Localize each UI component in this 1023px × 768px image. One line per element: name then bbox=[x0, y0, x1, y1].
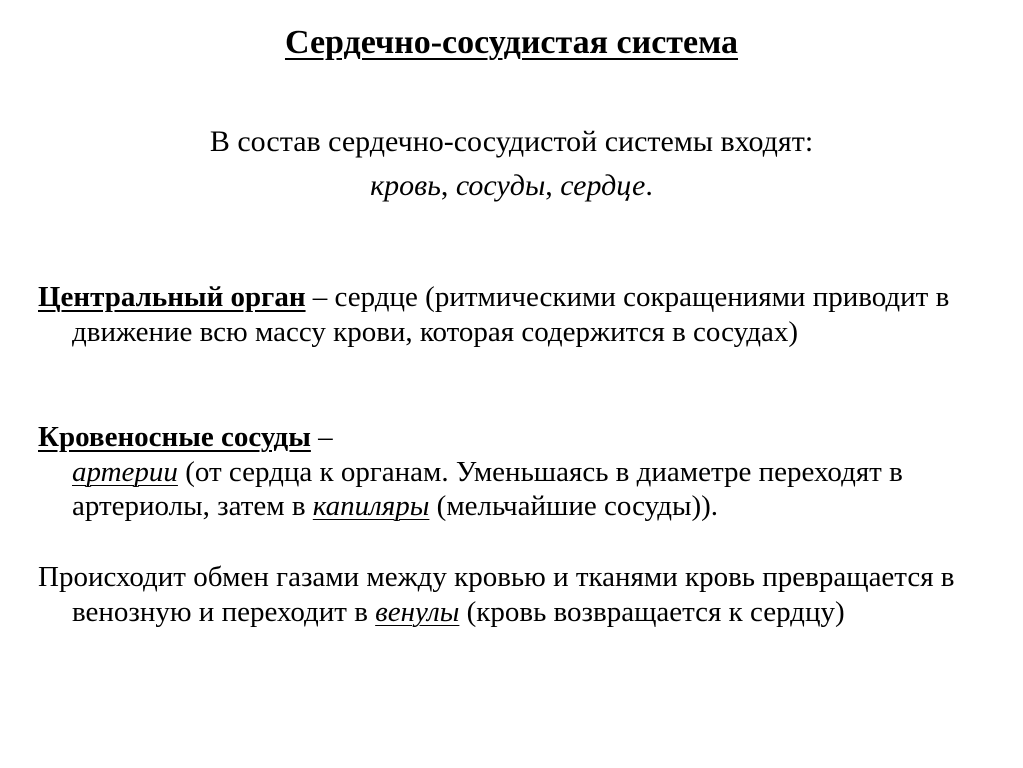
component-vessels: сосуды bbox=[455, 169, 546, 202]
separator: , bbox=[545, 169, 561, 202]
term-capillaries: капиляры bbox=[312, 490, 430, 522]
blood-vessels-paragraph bbox=[38, 420, 992, 524]
term-arteries: артерии bbox=[72, 455, 178, 488]
blood-vessels-heading: Кровеносные сосуды bbox=[38, 421, 311, 453]
intro-line: В состав сердечно-сосудистой системы входят: bbox=[209, 125, 814, 158]
venules-text: (кровь возвращается к сердцу) bbox=[459, 595, 845, 628]
arteries-text: (от сердца к органам. Уменьшаясь в диаметре переходят в артериолы, затем в bbox=[72, 455, 903, 522]
term-venules: венулы bbox=[375, 595, 460, 628]
period: . bbox=[645, 169, 653, 202]
gas-exchange-paragraph bbox=[38, 560, 992, 629]
central-organ-text: – сердце (ритмическими сокращениями приводит в движение всю массу крови, которая содержится в сосудах) bbox=[72, 281, 950, 348]
intro-block bbox=[0, 120, 1023, 208]
component-blood: кровь bbox=[370, 169, 441, 202]
capillaries-text: (мельчайшие сосуды)). bbox=[429, 490, 719, 522]
central-organ-paragraph bbox=[38, 280, 992, 349]
separator: , bbox=[440, 169, 456, 202]
central-organ-heading: Центральный орган bbox=[38, 281, 306, 313]
intro-components bbox=[0, 164, 1023, 208]
component-heart: сердце bbox=[560, 169, 646, 202]
blood-vessels-dash: – bbox=[310, 421, 333, 453]
gas-exchange-text: Происходит обмен газами между кровью и тканями кровь превращается в венозную и переходит в bbox=[38, 561, 955, 628]
page-title: Сердечно-сосудистая система bbox=[284, 24, 739, 61]
